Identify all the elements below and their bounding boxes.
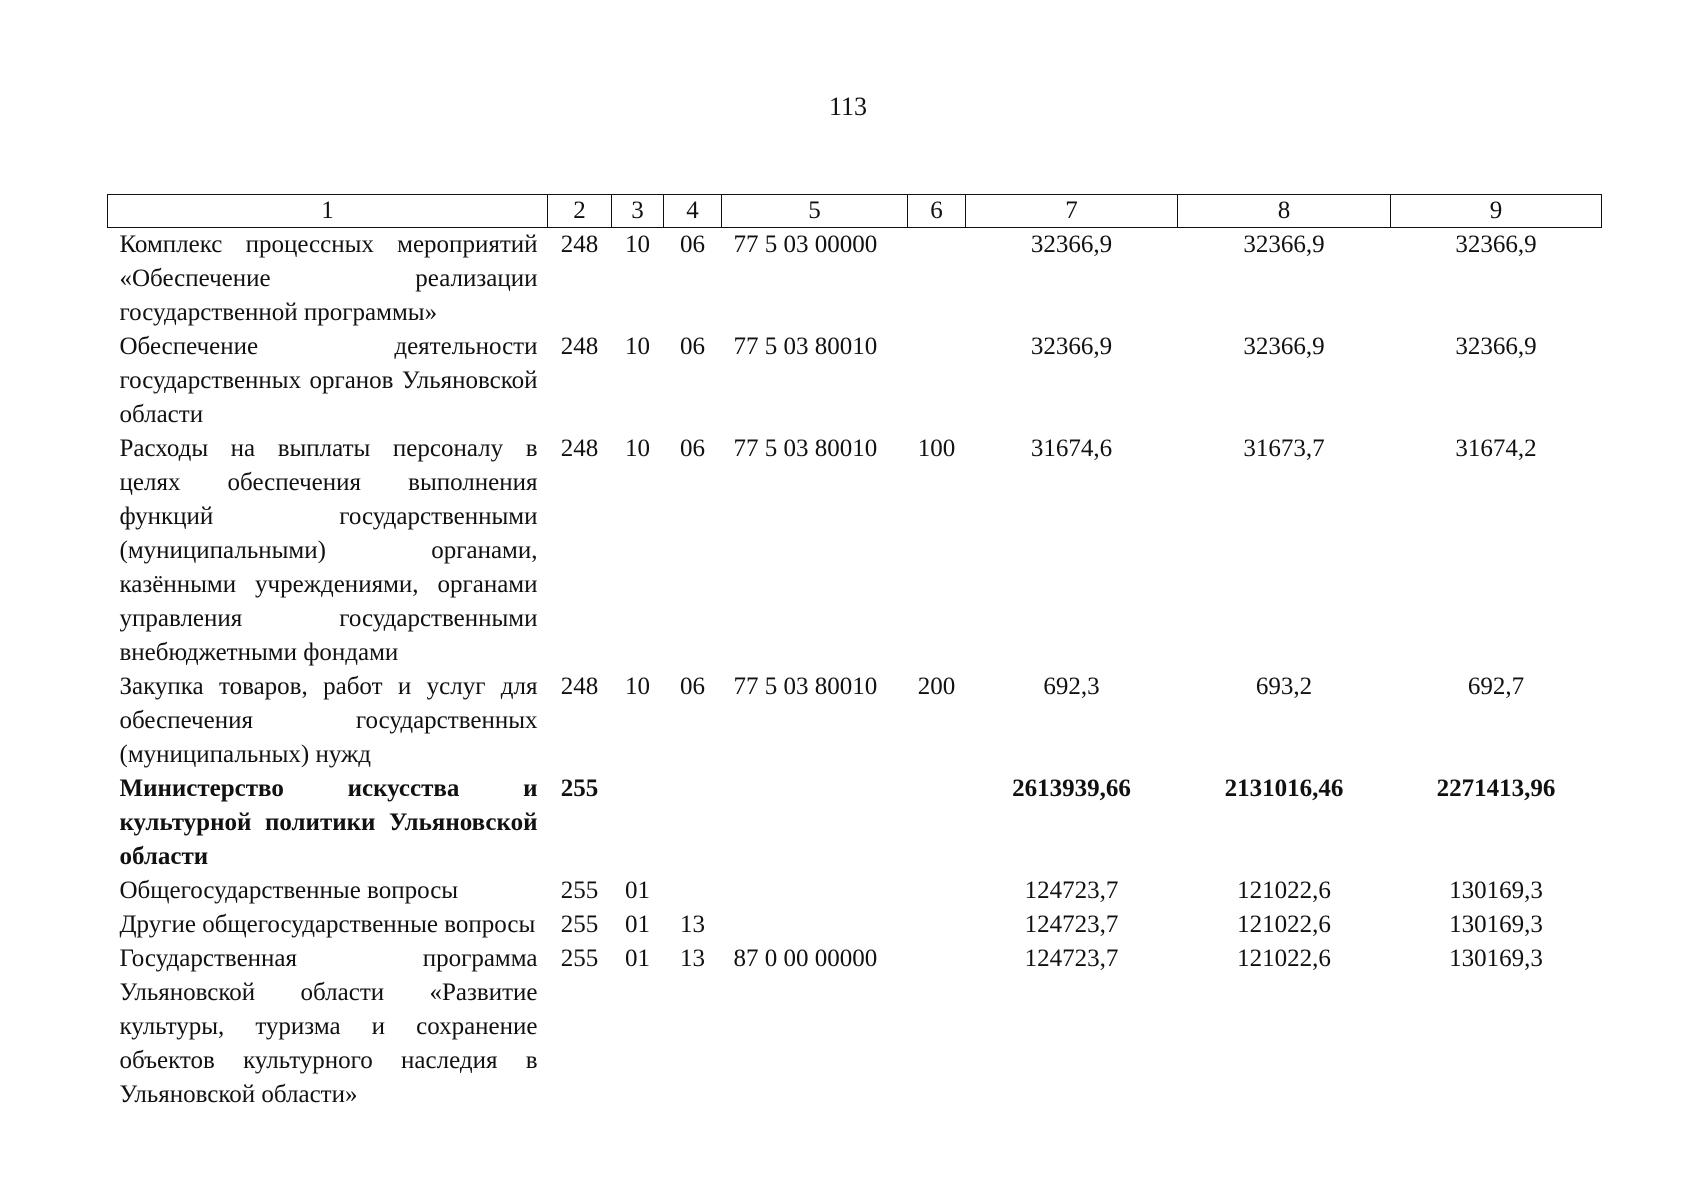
ministry-code: 255 [560,911,599,938]
table-row [108,772,1602,874]
subsection-code: 13 [680,945,705,972]
expense-code [908,772,966,874]
table-row [108,942,1602,1112]
amount-col-9: 130169,3 [1449,945,1543,972]
target-code: 77 5 03 80010 [733,435,878,462]
target-code [722,908,908,942]
subsection-code: 06 [680,673,705,700]
amount-col-9: 32366,9 [1455,231,1537,258]
table-body [108,228,1602,1113]
amount-col-7: 124723,7 [1024,945,1119,972]
expense-code [908,330,966,432]
target-code: 77 5 03 80010 [733,333,878,360]
header-col-7: 7 [966,195,1178,228]
page-number: 113 [828,92,868,121]
expense-code [908,942,966,1112]
amount-col-9: 31674,2 [1455,435,1537,462]
amount-col-7: 692,3 [1043,673,1100,700]
header-col-8: 8 [1178,195,1391,228]
expense-code [908,908,966,942]
row-name: Государственная программа Ульяновской области «Развитие культуры, туризма и сохранение объектов культурного наследия в Ульяновской области» [119,945,538,1108]
section-code [612,772,664,874]
header-col-4: 4 [664,195,722,228]
amount-col-7: 32366,9 [1030,231,1113,258]
amount-col-8: 32366,9 [1243,231,1325,258]
subsection-code [664,874,722,908]
section-code: 01 [625,945,650,972]
ministry-code: 248 [560,333,599,360]
row-name: Комплекс процессных мероприятий «Обеспечение реализации государственной программы» [119,231,538,326]
subsection-code: 13 [680,911,705,938]
amount-col-7: 124723,7 [1024,911,1119,938]
section-code: 01 [625,911,650,938]
ministry-code: 255 [560,775,599,802]
table-row [108,908,1602,942]
section-code: 10 [625,673,650,700]
amount-col-7: 32366,9 [1030,333,1113,360]
ministry-code: 248 [560,231,599,258]
subsection-code: 06 [680,435,705,462]
row-name: Расходы на выплаты персоналу в целях обеспечения выполнения функций государственными (муниципальными) органами, казёнными учреждениями, органами управления государственными внебюджетными фондами [119,435,538,666]
amount-col-8: 121022,6 [1237,877,1331,904]
amount-col-8: 32366,9 [1243,333,1325,360]
table-row [108,670,1602,772]
row-name: Обеспечение деятельности государственных органов Ульяновской области [119,333,538,428]
section-code: 01 [625,877,650,904]
row-name: Закупка товаров, работ и услуг для обеспечения государственных (муниципальных) нужд [119,673,538,768]
header-col-1: 1 [108,195,548,228]
section-code: 10 [625,435,650,462]
subsection-code: 06 [680,231,705,258]
header-col-2: 2 [548,195,612,228]
table-header [108,195,1602,228]
target-code: 77 5 03 00000 [733,231,878,258]
ministry-code: 255 [560,945,599,972]
row-name: Общегосударственные вопросы [119,877,459,904]
row-name: Другие общегосударственные вопросы [119,911,536,938]
amount-col-8: 693,2 [1255,673,1313,700]
expense-code [908,874,966,908]
amount-col-8: 121022,6 [1237,945,1331,972]
ministry-code: 248 [560,673,599,700]
header-col-3: 3 [612,195,664,228]
row-name: Министерство искусства и культурной политики Ульяновской области [119,775,538,870]
header-col-6: 6 [908,195,966,228]
table-row [108,874,1602,908]
amount-col-7: 2613939,66 [1012,775,1131,802]
amount-col-8: 2131016,46 [1224,775,1344,802]
expense-code: 100 [917,435,956,462]
budget-table [107,194,1602,1112]
header-col-5: 5 [722,195,908,228]
amount-col-8: 31673,7 [1243,435,1325,462]
amount-col-7: 31674,6 [1030,435,1113,462]
target-code: 87 0 00 00000 [733,945,878,972]
header-col-9: 9 [1391,195,1602,228]
expense-code [908,228,966,331]
target-code: 77 5 03 80010 [733,673,878,700]
table-row [108,432,1602,670]
amount-col-9: 130169,3 [1449,911,1543,938]
amount-col-7: 124723,7 [1024,877,1119,904]
amount-col-8: 121022,6 [1237,911,1331,938]
target-code [722,772,908,874]
table-row [108,330,1602,432]
ministry-code: 255 [560,877,599,904]
subsection-code [664,772,722,874]
subsection-code: 06 [680,333,705,360]
section-code: 10 [625,231,650,258]
amount-col-9: 130169,3 [1449,877,1543,904]
amount-col-9: 32366,9 [1455,333,1537,360]
table-row [108,228,1602,331]
section-code: 10 [625,333,650,360]
amount-col-9: 2271413,96 [1436,775,1556,802]
amount-col-9: 692,7 [1467,673,1525,700]
expense-code: 200 [917,673,956,700]
ministry-code: 248 [560,435,599,462]
target-code [722,874,908,908]
